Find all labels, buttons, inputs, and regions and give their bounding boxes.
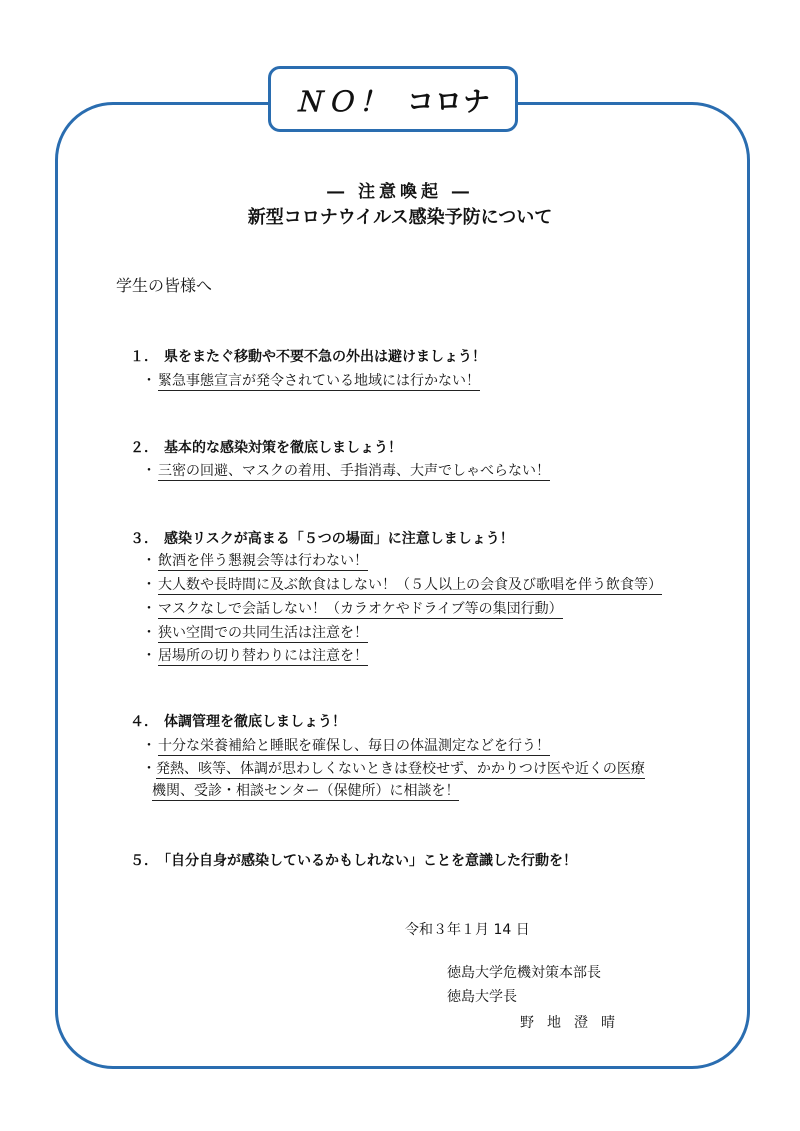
title-corona: コロナ xyxy=(407,86,491,118)
section-3-title: ３． 感染リスクが高まる「５つの場面」に注意しましょう！ xyxy=(130,531,514,547)
section-3-item: ・ 飲酒を伴う懇親会等は行わない！ xyxy=(142,553,368,569)
greeting: 学生の皆様へ xyxy=(116,276,213,295)
section-3-item: ・ 狭い空間での共同生活は注意を！ xyxy=(142,625,368,641)
section-3-item: ・ 大人数や長時間に及ぶ飲食はしない！（５人以上の会食及び歌唱を伴う飲食等） xyxy=(142,577,662,593)
section-2-item: ・ 三密の回避、マスクの着用、手指消毒、大声でしゃべらない！ xyxy=(142,463,550,479)
section-3-item: ・ マスクなしで会話しない！（カラオケやドライブ等の集団行動） xyxy=(142,601,563,617)
section-4-title: ４． 体調管理を徹底しましょう！ xyxy=(130,714,346,730)
title-box xyxy=(268,66,518,132)
title-no: ＮＯ！ xyxy=(295,86,391,118)
section-3-item: ・ 居場所の切り替わりには注意を！ xyxy=(142,648,368,664)
section-1-item: ・ 緊急事態宣言が発令されている地域には行かない！ xyxy=(142,373,480,389)
section-1-title: １． 県をまたぐ移動や不要不急の外出は避けましょう！ xyxy=(130,349,486,365)
heading-subject: 新型コロナウイルス感染予防について xyxy=(247,207,553,228)
signature-name: 野地澄晴 xyxy=(520,1015,628,1031)
issue-date: 令和３年１月 14 日 xyxy=(405,922,530,938)
signature-org-1: 徳島大学危機対策本部長 xyxy=(447,965,601,981)
signature-org-2: 徳島大学長 xyxy=(447,989,517,1005)
section-4-item: ・ 十分な栄養補給と睡眠を確保し、毎日の体温測定などを行う！ xyxy=(142,738,550,754)
section-2-title: ２． 基本的な感染対策を徹底しましょう！ xyxy=(130,440,402,456)
section-5-title: ５． 「自分自身が感染しているかもしれない」ことを意識した行動を！ xyxy=(130,853,577,869)
section-4-item: ・発熱、咳等、体調が思わしくないときは登校せず、かかりつけ医や近くの医療 機関、受診・相談センター（保健所）に相談を！ xyxy=(142,761,645,799)
heading-caution: ― 注意喚起 ― xyxy=(327,182,473,202)
